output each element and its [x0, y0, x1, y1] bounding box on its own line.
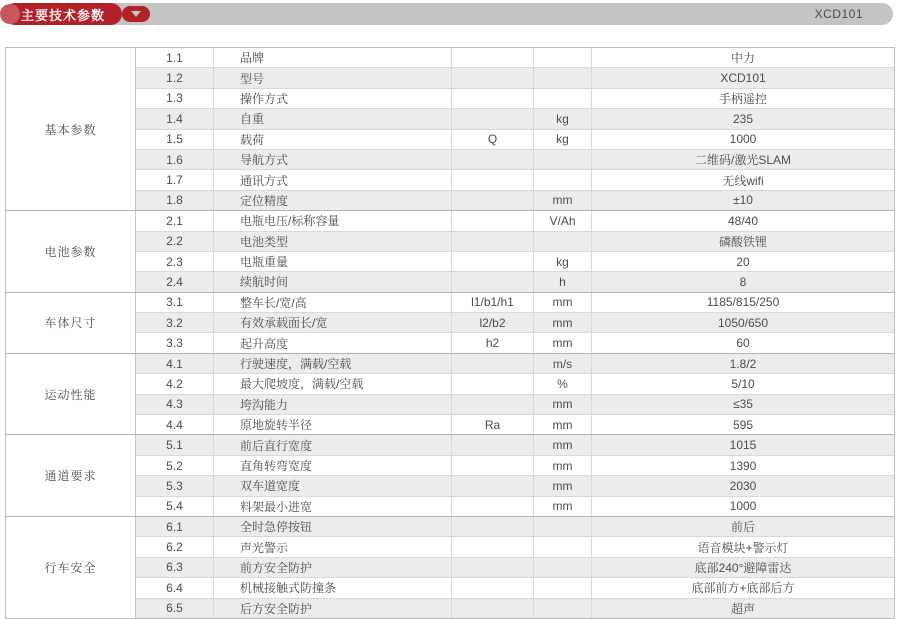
param-name-cell: 前方安全防护	[213, 558, 451, 577]
unit-cell	[533, 599, 591, 618]
table-row	[136, 271, 894, 291]
unit-cell: mm	[533, 333, 591, 352]
symbol-cell	[451, 109, 533, 128]
table-row	[136, 169, 894, 189]
row-number-cell: 3.3	[166, 336, 183, 351]
param-name-cell: 载荷	[213, 130, 451, 149]
param-name-cell: 起升高度	[213, 333, 451, 352]
row-number-cell: 2.3	[166, 254, 183, 269]
value-cell: 超声	[591, 599, 894, 618]
table-row	[136, 435, 894, 454]
value-cell: 2030	[591, 476, 894, 495]
row-number-cell: 6.1	[166, 519, 183, 534]
symbol-cell	[451, 456, 533, 475]
symbol-cell	[451, 517, 533, 536]
row-number-cell: 6.5	[166, 601, 183, 616]
title-bar-background	[100, 3, 893, 25]
symbol-cell	[451, 374, 533, 393]
row-number-cell: 1.1	[166, 50, 183, 65]
table-row	[136, 598, 894, 618]
row-number-cell: 5.3	[166, 478, 183, 493]
unit-cell: kg	[533, 109, 591, 128]
table-row	[136, 536, 894, 556]
symbol-cell	[451, 435, 533, 454]
symbol-cell	[451, 89, 533, 108]
param-name-cell: 电瓶重量	[213, 252, 451, 271]
table-section	[6, 353, 894, 435]
value-cell: ≤35	[591, 395, 894, 414]
param-name-cell: 料架最小进宽	[213, 497, 451, 516]
symbol-cell	[451, 537, 533, 556]
value-cell: 60	[591, 333, 894, 352]
table-row	[136, 414, 894, 434]
symbol-cell	[451, 211, 533, 230]
symbol-cell	[451, 497, 533, 516]
symbol-cell	[451, 232, 533, 251]
row-number-cell: 1.8	[166, 193, 183, 208]
param-name-cell: 自重	[213, 109, 451, 128]
param-name-cell: 品牌	[213, 48, 451, 67]
value-cell: 1000	[591, 130, 894, 149]
triangle-down-icon	[131, 11, 141, 17]
value-cell: 1185/815/250	[591, 293, 894, 312]
symbol-cell	[451, 558, 533, 577]
param-name-cell: 声光警示	[213, 537, 451, 556]
value-cell: 20	[591, 252, 894, 271]
section-rows	[135, 293, 894, 353]
table-section	[6, 210, 894, 292]
row-number-cell: 6.4	[166, 580, 183, 595]
table-section	[6, 434, 894, 516]
section-rows	[135, 517, 894, 618]
unit-cell	[533, 558, 591, 577]
unit-cell	[533, 89, 591, 108]
param-name-cell: 垮沟能力	[213, 395, 451, 414]
table-row	[136, 108, 894, 128]
param-name-cell: 电池类型	[213, 232, 451, 251]
collapse-toggle-button[interactable]	[122, 6, 150, 22]
symbol-cell	[451, 150, 533, 169]
unit-cell	[533, 170, 591, 189]
table-section	[6, 48, 894, 210]
table-row	[136, 475, 894, 495]
section-rows	[135, 354, 894, 435]
unit-cell	[533, 537, 591, 556]
table-row	[136, 496, 894, 516]
param-name-cell: 行驶速度，满载/空载	[213, 354, 451, 373]
value-cell: 语音模块+警示灯	[591, 537, 894, 556]
value-cell: 底部前方+底部后方	[591, 578, 894, 597]
table-row	[136, 67, 894, 87]
value-cell: 中力	[591, 48, 894, 67]
symbol-cell: l2/b2	[451, 313, 533, 332]
symbol-cell: Ra	[451, 415, 533, 434]
symbol-cell	[451, 272, 533, 291]
table-row	[136, 129, 894, 149]
page-title: 主要技术参数	[20, 7, 105, 23]
unit-cell	[533, 232, 591, 251]
section-group-label: 基本参数	[6, 48, 135, 210]
value-cell: 1.8/2	[591, 354, 894, 373]
param-name-cell: 通讯方式	[213, 170, 451, 189]
unit-cell: V/Ah	[533, 211, 591, 230]
value-cell: 235	[591, 109, 894, 128]
symbol-cell: l1/b1/h1	[451, 293, 533, 312]
table-row	[136, 293, 894, 312]
param-name-cell: 前后直行宽度	[213, 435, 451, 454]
table-row	[136, 312, 894, 332]
unit-cell	[533, 517, 591, 536]
row-number-cell: 1.4	[166, 111, 183, 126]
param-name-cell: 整车长/宽/高	[213, 293, 451, 312]
row-number-cell: 2.2	[166, 234, 183, 249]
title-bar	[0, 3, 893, 25]
symbol-cell	[451, 476, 533, 495]
unit-cell: kg	[533, 252, 591, 271]
row-number-cell: 2.1	[166, 213, 183, 228]
row-number-cell: 4.3	[166, 397, 183, 412]
symbol-cell	[451, 252, 533, 271]
section-rows	[135, 48, 894, 210]
symbol-cell	[451, 48, 533, 67]
value-cell: 磷酸铁锂	[591, 232, 894, 251]
row-number-cell: 3.1	[166, 295, 183, 310]
section-rows	[135, 211, 894, 292]
param-name-cell: 双车道宽度	[213, 476, 451, 495]
symbol-cell	[451, 354, 533, 373]
unit-cell: mm	[533, 313, 591, 332]
symbol-cell: h2	[451, 333, 533, 352]
unit-cell: mm	[533, 191, 591, 210]
table-section	[6, 516, 894, 618]
unit-cell: m/s	[533, 354, 591, 373]
value-cell: 1015	[591, 435, 894, 454]
unit-cell	[533, 150, 591, 169]
unit-cell: mm	[533, 435, 591, 454]
row-number-cell: 5.1	[166, 438, 183, 453]
row-number-cell: 3.2	[166, 315, 183, 330]
param-name-cell: 有效承载面长/宽	[213, 313, 451, 332]
value-cell: 8	[591, 272, 894, 291]
row-number-cell: 1.6	[166, 152, 183, 167]
value-cell: 5/10	[591, 374, 894, 393]
row-number-cell: 4.1	[166, 356, 183, 371]
section-rows	[135, 435, 894, 516]
model-code: XCD101	[814, 7, 863, 21]
value-cell: 48/40	[591, 211, 894, 230]
symbol-cell	[451, 170, 533, 189]
unit-cell: mm	[533, 293, 591, 312]
unit-cell: mm	[533, 476, 591, 495]
param-name-cell: 型号	[213, 68, 451, 87]
table-row	[136, 557, 894, 577]
section-title-badge	[4, 3, 122, 25]
table-row	[136, 354, 894, 373]
table-row	[136, 455, 894, 475]
table-row	[136, 211, 894, 230]
table-row	[136, 149, 894, 169]
unit-cell: mm	[533, 456, 591, 475]
row-number-cell: 4.2	[166, 376, 183, 391]
unit-cell: mm	[533, 497, 591, 516]
symbol-cell	[451, 599, 533, 618]
row-number-cell: 1.5	[166, 132, 183, 147]
section-group-label: 通道要求	[6, 435, 135, 516]
param-name-cell: 全时急停按钮	[213, 517, 451, 536]
param-name-cell: 原地旋转半径	[213, 415, 451, 434]
row-number-cell: 5.2	[166, 458, 183, 473]
table-row	[136, 332, 894, 352]
unit-cell	[533, 48, 591, 67]
symbol-cell	[451, 191, 533, 210]
table-section	[6, 292, 894, 353]
row-number-cell: 2.4	[166, 274, 183, 289]
value-cell: 前后	[591, 517, 894, 536]
table-row	[136, 251, 894, 271]
row-number-cell: 1.2	[166, 71, 183, 86]
param-name-cell: 机械接触式防撞条	[213, 578, 451, 597]
row-number-cell: 1.7	[166, 173, 183, 188]
table-row	[136, 394, 894, 414]
symbol-cell	[451, 395, 533, 414]
table-row	[136, 190, 894, 210]
value-cell: XCD101	[591, 68, 894, 87]
table-row	[136, 517, 894, 536]
param-name-cell: 操作方式	[213, 89, 451, 108]
row-number-cell: 4.4	[166, 417, 183, 432]
unit-cell: kg	[533, 130, 591, 149]
row-number-cell: 6.3	[166, 560, 183, 575]
value-cell: 1390	[591, 456, 894, 475]
section-group-label: 行车安全	[6, 517, 135, 618]
value-cell: 1000	[591, 497, 894, 516]
symbol-cell: Q	[451, 130, 533, 149]
unit-cell: %	[533, 374, 591, 393]
table-row	[136, 373, 894, 393]
section-group-label: 电池参数	[6, 211, 135, 292]
param-name-cell: 续航时间	[213, 272, 451, 291]
spec-table	[5, 47, 895, 619]
unit-cell: mm	[533, 395, 591, 414]
param-name-cell: 定位精度	[213, 191, 451, 210]
value-cell: 595	[591, 415, 894, 434]
param-name-cell: 直角转弯宽度	[213, 456, 451, 475]
value-cell: 无线wifi	[591, 170, 894, 189]
section-group-label: 车体尺寸	[6, 293, 135, 353]
section-group-label: 运动性能	[6, 354, 135, 435]
unit-cell: mm	[533, 415, 591, 434]
table-row	[136, 48, 894, 67]
row-number-cell: 1.3	[166, 91, 183, 106]
value-cell: ±10	[591, 191, 894, 210]
unit-cell: h	[533, 272, 591, 291]
row-number-cell: 6.2	[166, 540, 183, 555]
table-row	[136, 231, 894, 251]
unit-cell	[533, 68, 591, 87]
value-cell: 二维码/激光SLAM	[591, 150, 894, 169]
param-name-cell: 电瓶电压/标称容量	[213, 211, 451, 230]
table-row	[136, 88, 894, 108]
value-cell: 1050/650	[591, 313, 894, 332]
symbol-cell	[451, 68, 533, 87]
param-name-cell: 后方安全防护	[213, 599, 451, 618]
value-cell: 底部240°避障雷达	[591, 558, 894, 577]
param-name-cell: 导航方式	[213, 150, 451, 169]
value-cell: 手柄遥控	[591, 89, 894, 108]
param-name-cell: 最大爬坡度，满载/空载	[213, 374, 451, 393]
table-row	[136, 577, 894, 597]
row-number-cell: 5.4	[166, 499, 183, 514]
